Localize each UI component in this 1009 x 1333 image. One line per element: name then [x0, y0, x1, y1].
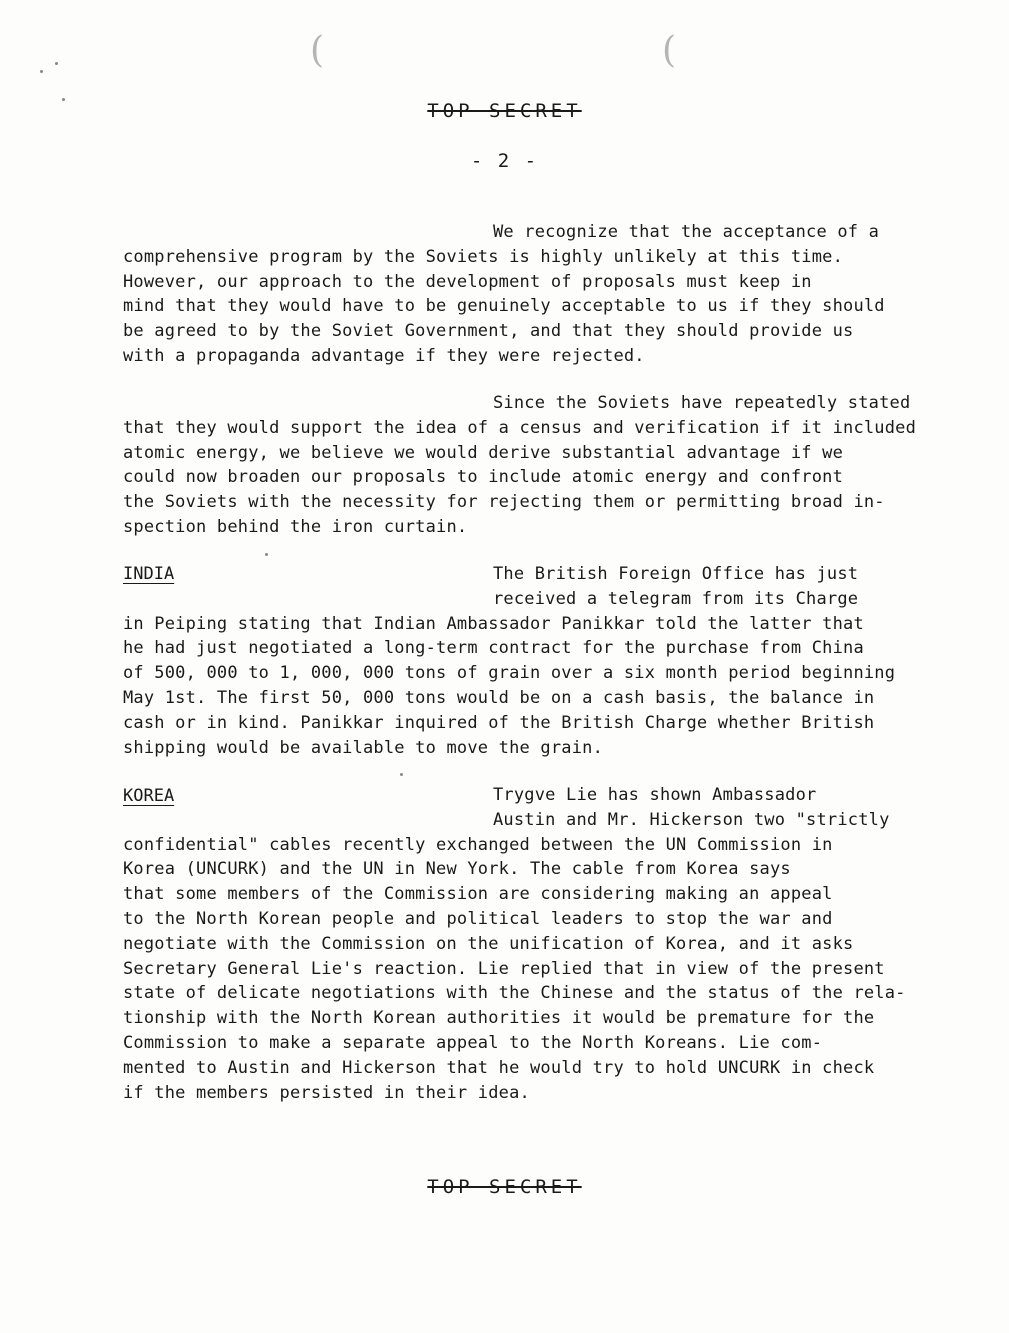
paragraph-line: The British Foreign Office has just [493, 564, 859, 584]
classification-footer [0, 1176, 1009, 1198]
paragraph-line: spection behind the iron curtain. [123, 516, 468, 537]
paragraph-line: be agreed to by the Soviet Government, and that they should provide us [123, 321, 854, 342]
page-number: - 2 - [470, 150, 539, 172]
paragraph-line: We recognize that the acceptance of a [493, 222, 880, 242]
paragraph-line: could now broaden our proposals to include atomic energy and confront [123, 467, 844, 488]
scan-speck [55, 62, 58, 65]
paragraph-line: mind that they would have to be genuinely acceptable to us if they should [123, 296, 885, 317]
paragraph-line: Trygve Lie has shown Ambassador [493, 785, 817, 805]
paragraph-line: tionship with the North Korean authorities it would be premature for the [123, 1008, 875, 1029]
paragraph-line: with a propaganda advantage if they were rejected. [123, 345, 645, 366]
paragraph-line: that some members of the Commission are considering making an appeal [123, 884, 833, 905]
classification-header-text: TOP SECRET [427, 100, 582, 122]
paragraph-line: the Soviets with the necessity for rejecting them or permitting broad in- [123, 492, 885, 513]
paragraph-line: to the North Korean people and political leaders to stop the war and [123, 908, 833, 929]
punch-hole-mark-left: ( [310, 30, 325, 71]
paragraph-line: of 500, 000 to 1, 000, 000 tons of grain over a six month period beginning [123, 663, 896, 684]
paragraph-line: if the members persisted in their idea. [123, 1082, 530, 1103]
paragraph-line: negotiate with the Commission on the unification of Korea, and it asks [123, 933, 854, 954]
paragraph-line: Austin and Mr. Hickerson two "strictly [493, 809, 890, 830]
classification-footer-text: TOP SECRET [427, 1176, 582, 1198]
scan-speck [400, 773, 403, 776]
paragraph-line: state of delicate negotiations with the Chinese and the status of the rela- [123, 983, 906, 1004]
paragraph-line: Korea (UNCURK) and the UN in New York. The cable from Korea says [123, 859, 791, 880]
paragraph-line: Secretary General Lie's reaction. Lie replied that in view of the present [123, 958, 885, 979]
paragraph-line: Since the Soviets have repeatedly stated [493, 393, 911, 413]
body-paragraph-1 [123, 220, 923, 369]
paragraph-line: in Peiping stating that Indian Ambassador Panikkar told the latter that [123, 613, 864, 634]
punch-hole-mark-right: ( [662, 30, 677, 71]
body-paragraph-2 [123, 391, 923, 540]
section-heading-india: INDIA [123, 564, 175, 584]
paragraph-line: he had just negotiated a long-term contract for the purchase from China [123, 638, 864, 659]
paragraph-line: that they would support the idea of a census and verification if it included [123, 417, 917, 438]
body-paragraph-india [123, 562, 923, 760]
scan-speck [40, 70, 43, 73]
paragraph-line: However, our approach to the development of proposals must keep in [123, 271, 812, 292]
paragraph-line: atomic energy, we believe we would derive substantial advantage if we [123, 442, 844, 463]
body-paragraph-korea [123, 783, 923, 1105]
classification-header [0, 100, 1009, 122]
paragraph-line: May 1st. The first 50, 000 tons would be on a cash basis, the balance in [123, 687, 875, 708]
paragraph-line: comprehensive program by the Soviets is highly unlikely at this time. [123, 246, 844, 267]
paragraph-line: shipping would be available to move the grain. [123, 737, 604, 758]
scan-speck [265, 553, 268, 556]
paragraph-line: confidential" cables recently exchanged between the UN Commission in [123, 834, 833, 855]
section-heading-korea: KOREA [123, 786, 175, 806]
paragraph-line: Commission to make a separate appeal to the North Koreans. Lie com- [123, 1032, 823, 1053]
paragraph-line: received a telegram from its Charge [493, 588, 859, 609]
paragraph-line: mented to Austin and Hickerson that he would try to hold UNCURK in check [123, 1057, 875, 1078]
paragraph-line: cash or in kind. Panikkar inquired of the British Charge whether British [123, 712, 875, 733]
